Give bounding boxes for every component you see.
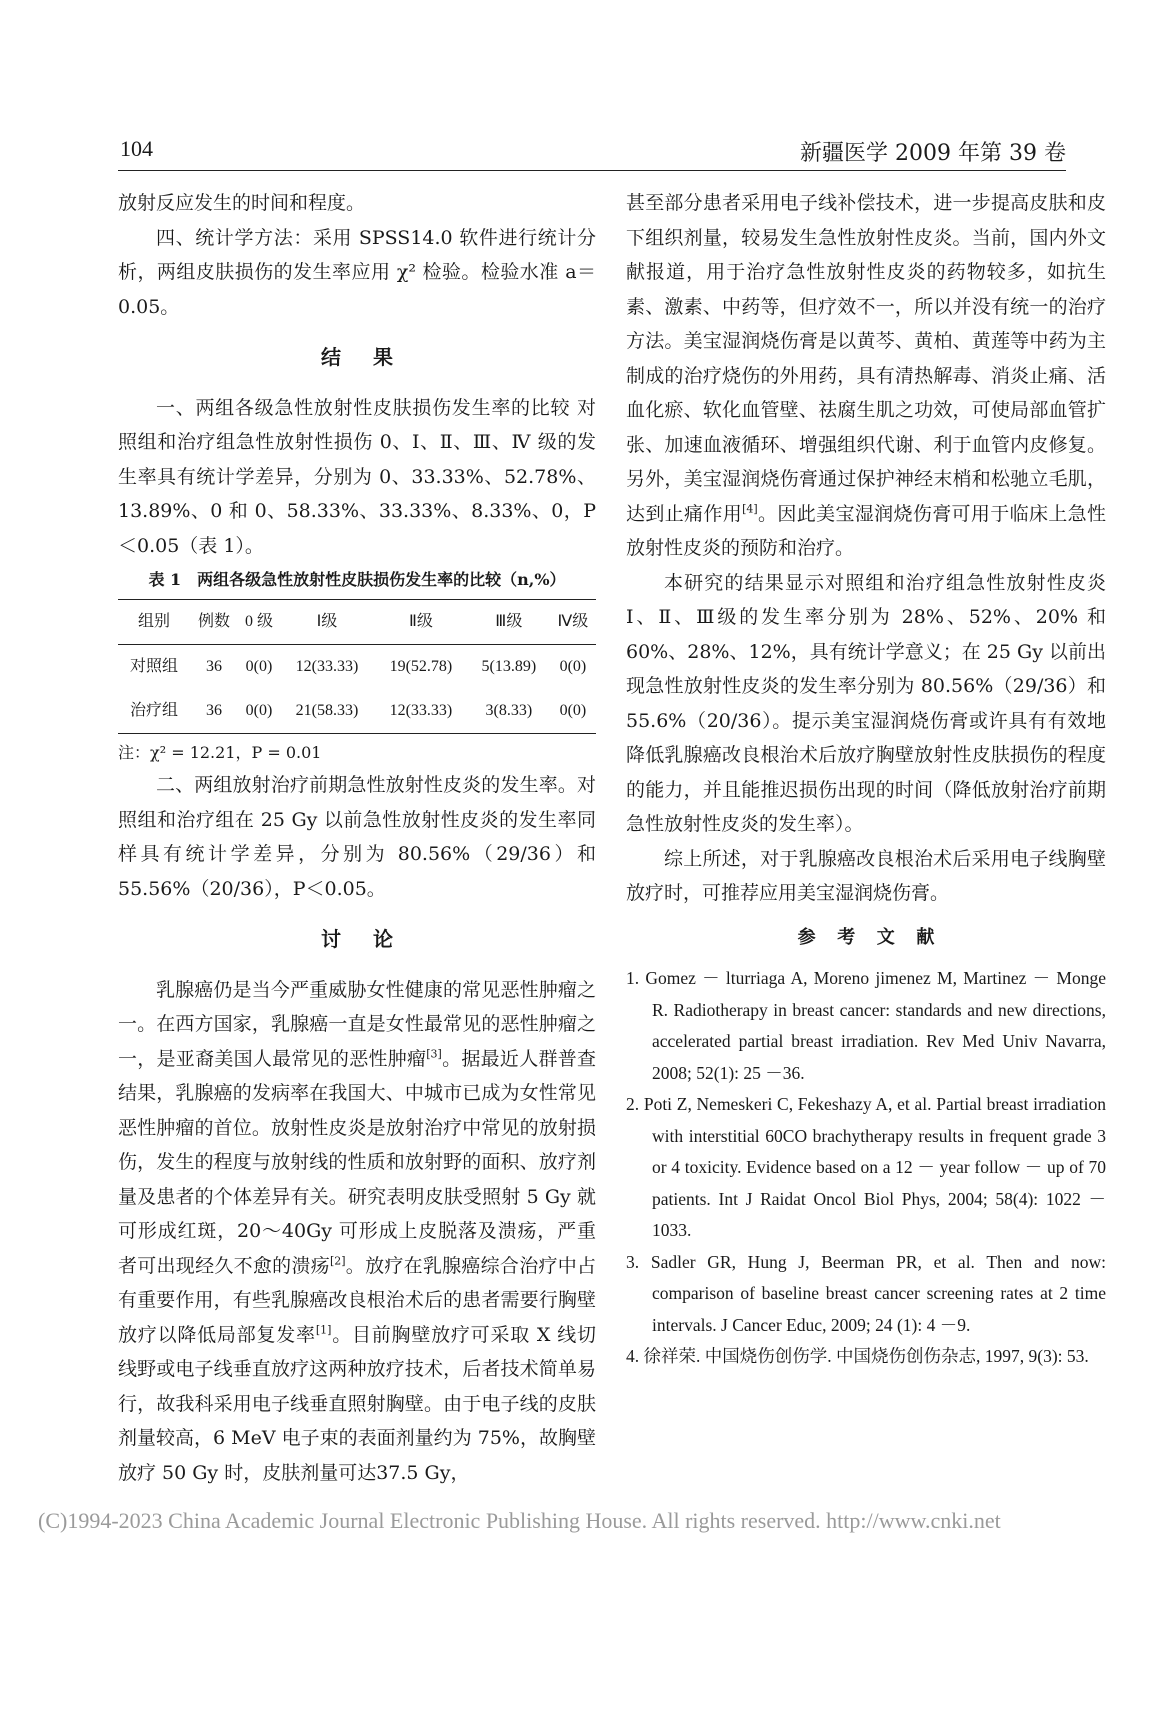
- table-cell: 12(33.33): [389, 701, 453, 719]
- text-run: 乳腺癌仍是当今严重威胁女性健康的常见恶性肿瘤之一。在西方国家，乳腺癌一直是女性最常见的恶性肿瘤之一，是亚裔美国人最常见的恶性肿瘤: [118, 978, 596, 1070]
- table-cell: 治疗组: [129, 701, 178, 719]
- paragraph-discussion-3: 本研究的结果显示对照组和治疗组急性放射性皮炎Ⅰ、Ⅱ、Ⅲ级的发生率分别为 28%、52%、20% 和 60%、28%、12%，具有统计学意义；在 25 Gy 以前出现急性放射性皮炎的发生率分别为 80.56%（29/36）和 55.6%（20/36）。提示美宝湿润烧伤膏或许具有有效地降低乳腺癌改良根治术后放疗胸壁放射性皮肤损伤的程度的能力，并且能推迟损伤出现的时间（降低放射治疗前期急性放射性皮炎的发生率）。: [626, 571, 1106, 835]
- citation: [4]: [742, 502, 758, 516]
- citation: [3]: [426, 1047, 442, 1061]
- table-cell: 0(0): [559, 657, 587, 675]
- paragraph-continued: 放射反应发生的时间和程度。: [118, 192, 366, 214]
- reference-item: 4. 徐祥荣. 中国烧伤创伤学. 中国烧伤创伤杂志, 1997, 9(3): 53.: [626, 1346, 1089, 1366]
- copyright-footer: (C)1994-2023 China Academic Journal Electronic Publishing House. All rights reserved. http://www.cnki.net: [38, 1508, 1001, 1533]
- citation: [1]: [315, 1323, 332, 1337]
- reference-item: 1. Gomez － lturriaga A, Moreno jimenez M, Martinez － Monge R. Radiotherapy in breast cancer: standards and new directions, accelerated partial breast irradiation. Rev Med Univ Navarra, 2008; 52(1): 25 －36.: [626, 968, 1106, 1083]
- table-header-cell: 0 级: [244, 612, 273, 630]
- right-column: [626, 186, 1106, 1373]
- table-cell: 36: [205, 701, 222, 719]
- table-cell: 0(0): [245, 701, 273, 719]
- table-caption: 表 1 两组各级急性放射性皮肤损伤发生率的比较（n,%）: [148, 570, 566, 589]
- reference-item: 2. Poti Z, Nemeskeri C, Fekeshazy A, et al. Partial breast irradiation with interstitial 60CO brachytherapy results in frequent grade 3 or 4 toxicity. Evidence based on a 12 － year follow － up of 70 patients. Int J Raidat Oncol Biol Phys, 2004; 58(4): 1022 － 1033.: [626, 1094, 1106, 1240]
- table-header-cell: 组别: [137, 612, 170, 630]
- text-run: 。放疗在乳腺癌综合治疗中占有重要作用，有些乳腺癌改良根治术后的患者需要行胸壁放疗以降低局部复发率: [118, 1254, 596, 1346]
- reference-item: 3. Sadler GR, Hung J, Beerman PR, et al. Then and now: comparison of baseline breast cancer screening rates at 2 time intervals. J Cancer Educ, 2009; 24 (1): 4 －9.: [626, 1251, 1106, 1335]
- table-cell: 19(52.78): [389, 657, 453, 675]
- text-run: 。因此美宝湿润烧伤膏可用于临床上急性放射性皮炎的预防和治疗。: [626, 502, 1106, 559]
- references-title: 参考文献: [797, 926, 956, 948]
- section-title-results: 结果: [321, 345, 425, 369]
- citation: [2]: [329, 1254, 346, 1268]
- table-cell: 21(58.33): [295, 701, 359, 719]
- table-cell: 0(0): [559, 701, 587, 719]
- table-cell: 0(0): [245, 657, 273, 675]
- table-header-row: [118, 600, 596, 645]
- table-cell: 3(8.33): [485, 701, 533, 719]
- header-rule: [118, 170, 1066, 171]
- table-header-cell: Ⅱ级: [408, 612, 433, 630]
- paragraph-results-1: 一、两组各级急性放射性皮肤损伤发生率的比较 对照组和治疗组急性放射性损伤 0、Ⅰ、Ⅱ、Ⅲ、Ⅳ 级的发生率具有统计学差异，分别为 0、33.33%、52.78%、13.89%、0 和 0、58.33%、33.33%、8.33%、0，P＜0.05（表 1）。: [118, 396, 596, 557]
- left-column: [118, 186, 596, 1490]
- text-run: 。据最近人群普查结果，乳腺癌的发病率在我国大、中城市已成为女性常见恶性肿瘤的首位。放射性皮炎是放射治疗中常见的放射损伤，发生的程度与放射线的性质和放射野的面积、放疗剂量及患者的个体差异有关。研究表明皮肤受照射 5 Gy 就可形成红斑，20～40Gy 可形成上皮脱落及溃疡，严重者可出现经久不愈的溃疡: [118, 1047, 596, 1277]
- paragraph-discussion-1: [118, 973, 596, 1491]
- paragraph-conclusion: 综上所述，对于乳腺癌改良根治术后采用电子线胸壁放疗时，可推荐应用美宝湿润烧伤膏。: [626, 847, 1106, 904]
- paragraph-discussion-2: [626, 186, 1106, 566]
- page-number: 104: [120, 136, 153, 161]
- journal-header: 新疆医学 2009 年第 39 卷: [800, 141, 1066, 166]
- table-note: 注：χ² = 12.21，P = 0.01: [118, 743, 322, 762]
- table-cell: 36: [205, 657, 222, 675]
- table-header-cell: Ⅳ级: [557, 612, 589, 630]
- paragraph-statistics: 四、统计学方法：采用 SPSS14.0 软件进行统计分析，两组皮肤损伤的发生率应用 χ² 检验。检验水准 a＝0.05。: [118, 226, 596, 318]
- table-cell: 12(33.33): [295, 657, 359, 675]
- table-row: [118, 645, 596, 690]
- table-header-cell: 例数: [197, 612, 230, 630]
- table-cell: 对照组: [129, 657, 178, 675]
- paragraph-results-2: 二、两组放射治疗前期急性放射性皮炎的发生率。对照组和治疗组在 25 Gy 以前急性放射性皮炎的发生率同样具有统计学差异，分别为 80.56%（29/36）和 55.56%（20/36），P＜0.05。: [118, 774, 596, 900]
- text-run: 。目前胸壁放疗可采取 X 线切线野或电子线垂直放疗这两种放疗技术，后者技术简单易行，故我科采用电子线垂直照射胸壁。由于电子线的皮肤剂量较高，6 MeV 电子束的表面剂量约为 75%，故胸壁放疗 50 Gy 时，皮肤剂量可达37.5 Gy，: [118, 1323, 596, 1484]
- text-run: 甚至部分患者采用电子线补偿技术，进一步提高皮肤和皮下组织剂量，较易发生急性放射性皮炎。当前，国内外文献报道，用于治疗急性放射性皮炎的药物较多，如抗生素、激素、中药等，但疗效不一，所以并没有统一的治疗方法。美宝湿润烧伤膏是以黄芩、黄柏、黄莲等中药为主制成的治疗烧伤的外用药，具有清热解毒、消炎止痛、活血化瘀、软化血管壁、祛腐生肌之功效，可使局部血管扩张、加速血液循环、增强组织代谢、利于血管内皮修复。另外，美宝湿润烧伤膏通过保护神经末梢和松驰立毛肌，达到止痛作用: [626, 192, 1106, 525]
- section-title-discussion: 讨论: [321, 927, 425, 951]
- table-1: [118, 599, 596, 734]
- table-row: [118, 689, 596, 734]
- table-header-cell: Ⅲ级: [495, 612, 523, 630]
- table-cell: 5(13.89): [481, 657, 537, 675]
- table-header-cell: Ⅰ级: [316, 612, 338, 630]
